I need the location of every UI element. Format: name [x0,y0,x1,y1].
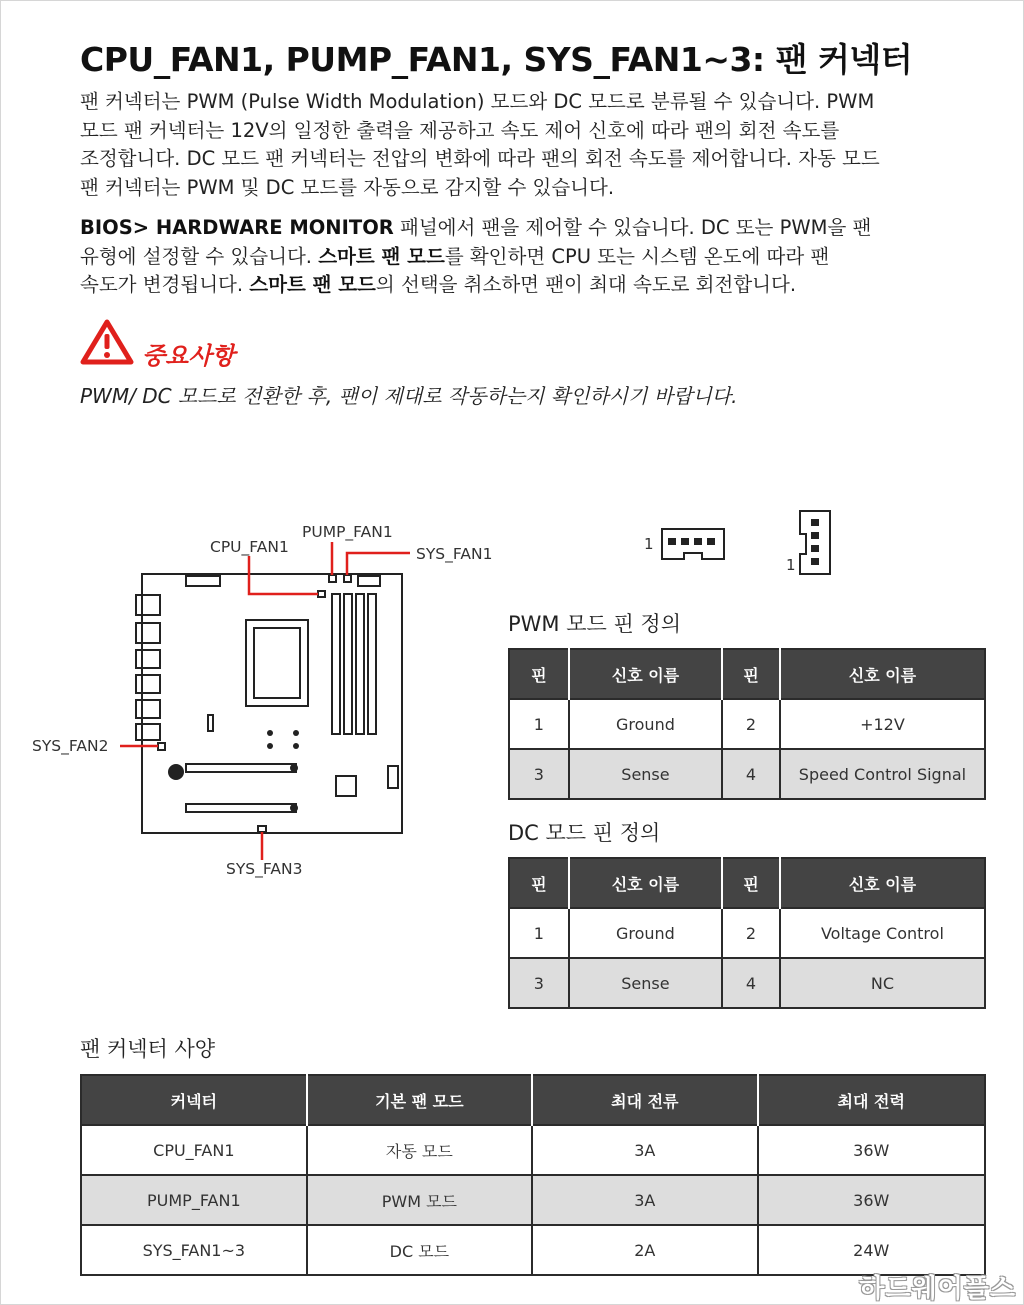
pin-one-marker: 1 [786,556,796,574]
table-cell: 3 [509,958,569,1008]
column-header: 신호 이름 [569,649,722,699]
intro-line: 팬 커넥터는 PWM (Pulse Width Modulation) 모드와 DC 모드로 분류될 수 있습니다. PWM [80,90,875,113]
table-cell: 3A [532,1175,757,1225]
pump-fan1-header [329,575,336,582]
component [208,715,213,731]
table-row [509,699,985,749]
table-cell: 2A [532,1225,757,1275]
pcie-slot [186,764,296,772]
motherboard-diagram [0,500,520,890]
bios-text: 의 선택을 취소하면 팬이 최대 속도로 회전합니다. [375,273,797,296]
io-port [136,675,160,693]
io-port [136,724,160,740]
sys-fan3-header [258,826,266,832]
column-header: 최대 전류 [532,1075,757,1125]
table-cell: 36W [758,1175,985,1225]
table-cell: 2 [722,908,780,958]
horizontal-4pin-connector-icon [640,525,730,565]
smart-fan-mode-term: 스마트 팬 모드 [318,244,445,268]
table-row [81,1225,985,1275]
io-port [136,595,160,615]
important-text: PWM/ DC 모드로 전환한 후, 팬이 제대로 작동하는지 확인하시기 바랍니다. [80,384,738,408]
page-title: CPU_FAN1, PUMP_FAN1, SYS_FAN1~3: 팬 커넥터 [80,40,913,79]
sys-fan1-header [344,575,351,582]
column-header: 핀 [509,858,569,908]
bios-text: 패널에서 팬을 제어할 수 있습니다. DC 또는 PWM을 팬 [393,216,872,239]
chipset [336,776,356,796]
table-cell: +12V [780,699,985,749]
table-cell: Speed Control Signal [780,749,985,799]
bios-line-1 [80,214,995,243]
dimm-slot [332,594,340,734]
warning-icon [80,318,134,366]
table-cell: 3A [532,1125,757,1175]
dc-table-heading: DC 모드 핀 정의 [508,821,661,845]
table-header-row [509,858,985,908]
pwm-table-heading: PWM 모드 핀 정의 [508,612,682,636]
bios-text: 유형에 설정할 수 있습니다. [80,244,319,268]
table-row [81,1125,985,1175]
intro-line: 모드 팬 커넥터는 12V의 일정한 출력을 제공하고 속도 제어 신호에 따라 팬의 회전 속도를 [80,118,840,142]
table-cell: 1 [509,908,569,958]
fan-connector-spec-table [80,1074,986,1276]
column-header: 핀 [509,649,569,699]
table-cell: CPU_FAN1 [81,1125,307,1175]
label-pump-fan1: PUMP_FAN1 [302,523,393,541]
table-cell: Ground [569,699,722,749]
pin-one-marker: 1 [644,535,654,553]
table-cell: 4 [722,749,780,799]
pwm-pin-table [508,648,986,800]
column-header: 신호 이름 [569,858,722,908]
table-cell: SYS_FAN1~3 [81,1225,307,1275]
io-port [136,650,160,668]
table-cell: 24W [758,1225,985,1275]
bios-text: 를 확인하면 CPU 또는 시스템 온도에 따라 팬 [444,244,830,268]
table-header-row [81,1075,985,1125]
dc-pin-table [508,857,986,1009]
table-cell: NC [780,958,985,1008]
intro-paragraph [80,88,995,202]
table-cell: Voltage Control [780,908,985,958]
top-connector [358,576,380,586]
intro-line: 조정합니다. DC 모드 팬 커넥터는 전압의 변화에 따라 팬의 회전 속도를 제어합니다. 자동 모드 [80,147,880,170]
bios-paragraph [80,214,995,300]
intro-line: 팬 커넥터는 PWM 및 DC 모드를 자동으로 감지할 수 있습니다. [80,175,615,199]
table-cell: 4 [722,958,780,1008]
vertical-4pin-connector-icon [782,508,834,578]
table-row [509,908,985,958]
label-sys-fan2: SYS_FAN2 [32,737,109,755]
important-label: 중요사항 [142,342,235,370]
table-cell: PWM 모드 [307,1175,532,1225]
dimm-slot [356,594,364,734]
column-header: 신호 이름 [780,649,985,699]
cpu-socket [246,620,308,706]
bios-text: 속도가 변경됩니다. [80,273,250,296]
dimm-slot [344,594,352,734]
sys-fan2-header [158,743,165,750]
table-cell: Sense [569,749,722,799]
watermark-logo: 하드웨어플스 [859,1274,1016,1304]
column-header: 커넥터 [81,1075,307,1125]
table-cell: Sense [569,958,722,1008]
table-cell: 36W [758,1125,985,1175]
table-cell: 1 [509,699,569,749]
cpu-socket-inner [254,628,300,698]
bios-line-2 [80,243,995,272]
table-header-row [509,649,985,699]
dimm-slot [368,594,376,734]
table-cell: 3 [509,749,569,799]
table-cell: Ground [569,908,722,958]
label-sys-fan1: SYS_FAN1 [416,545,493,563]
column-header: 기본 팬 모드 [307,1075,532,1125]
column-header: 핀 [722,858,780,908]
spec-table-heading: 팬 커넥터 사양 [80,1037,216,1061]
bios-path: BIOS> HARDWARE MONITOR [80,216,394,239]
component [388,766,398,788]
io-port [136,623,160,643]
table-cell: DC 모드 [307,1225,532,1275]
column-header: 핀 [722,649,780,699]
pcie-slot [186,804,296,812]
table-row [509,749,985,799]
bios-line-3 [80,271,995,300]
io-port [136,700,160,718]
label-cpu-fan1: CPU_FAN1 [210,538,289,556]
table-cell: 자동 모드 [307,1125,532,1175]
table-cell: 2 [722,699,780,749]
cpu-fan1-header [318,591,325,597]
table-row [509,958,985,1008]
column-header: 최대 전력 [758,1075,985,1125]
smart-fan-mode-term: 스마트 팬 모드 [249,273,376,296]
table-cell: PUMP_FAN1 [81,1175,307,1225]
label-sys-fan3: SYS_FAN3 [226,860,303,878]
top-connector [186,576,220,586]
table-row [81,1175,985,1225]
column-header: 신호 이름 [780,858,985,908]
